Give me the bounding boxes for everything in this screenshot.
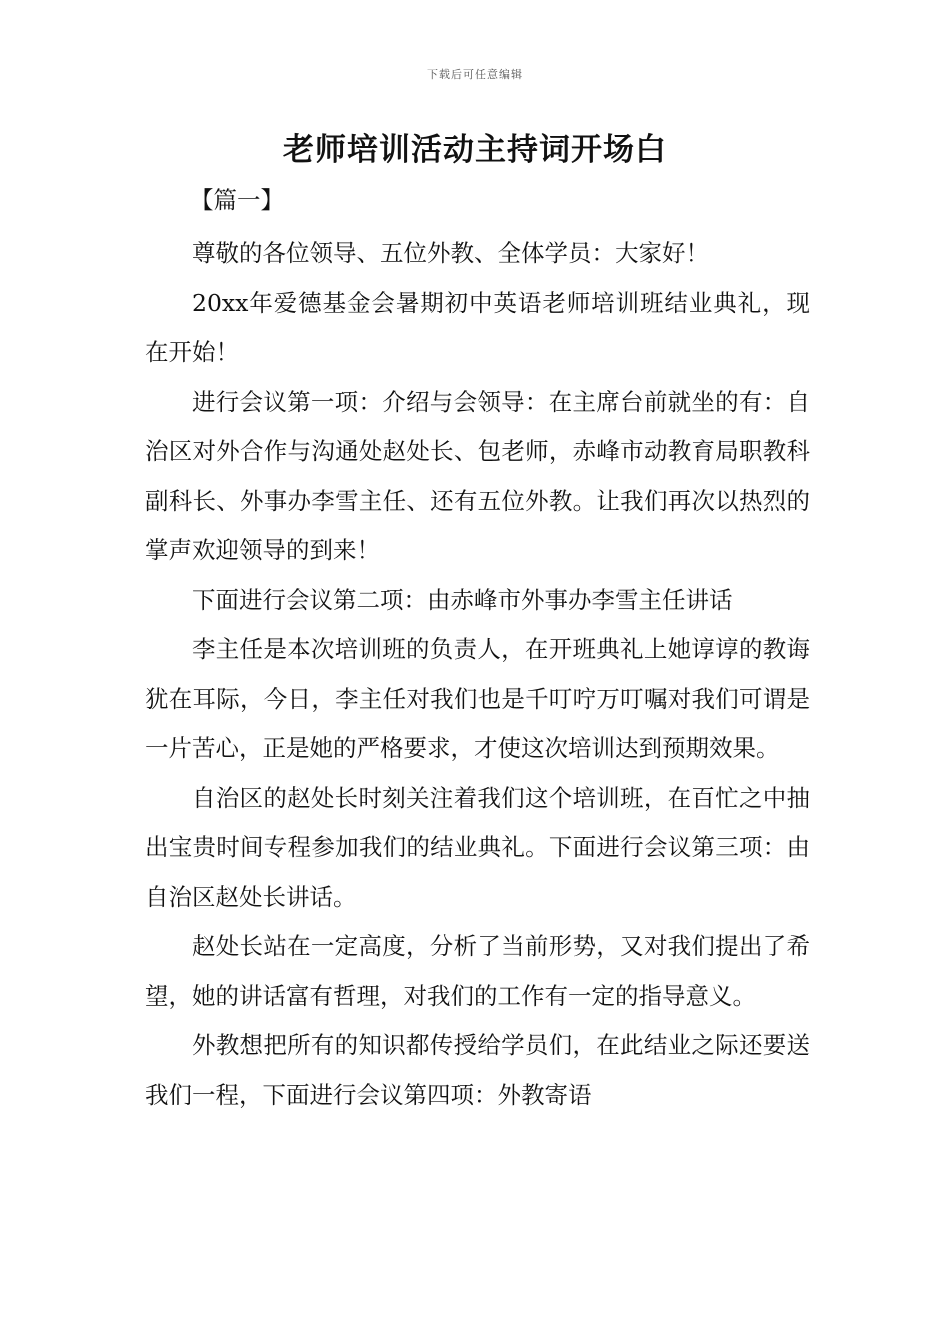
- paragraph-opening: 20xx年爱德基金会暑期初中英语老师培训班结业典礼，现在开始！: [145, 288, 810, 366]
- section-label: 【篇一】: [190, 186, 284, 214]
- document-title: 老师培训活动主持词开场白: [283, 132, 667, 168]
- paragraph-item-two: 下面进行会议第二项：由赤峰市外事办李雪主任讲话: [192, 585, 733, 614]
- paragraph-director-li: 李主任是本次培训班的负责人，在开班典礼上她谆谆的教诲犹在耳际，今日，李主任对我们也是千叮咛万叮嘱对我们可谓是一片苦心，正是她的严格要求，才使这次培训达到预期效果。: [145, 635, 810, 762]
- paragraph-item-three: 自治区的赵处长时刻关注着我们这个培训班，在百忙之中抽出宝贵时间专程参加我们的结业典礼。下面进行会议第三项：由自治区赵处长讲话。: [145, 783, 810, 911]
- paragraph-greeting: 尊敬的各位领导、五位外教、全体学员：大家好！: [192, 239, 709, 267]
- paragraph-director-zhao: 赵处长站在一定高度，分析了当前形势，又对我们提出了希望，她的讲话富有哲理，对我们的工作有一定的指导意义。: [145, 932, 810, 1010]
- paragraph-item-one: 进行会议第一项：介绍与会领导：在主席台前就坐的有：自治区对外合作与沟通处赵处长、包老师，赤峰市动教育局职教科副科长、外事办李雪主任、还有五位外教。让我们再次以热烈的掌声欢迎领导的到来！: [145, 387, 810, 564]
- document-body: [145, 180, 810, 1120]
- page-header-note: 下载后可任意编辑: [427, 68, 523, 81]
- paragraph-item-four: 外教想把所有的知识都传授给学员们，在此结业之际还要送我们一程，下面进行会议第四项：外教寄语: [145, 1031, 810, 1109]
